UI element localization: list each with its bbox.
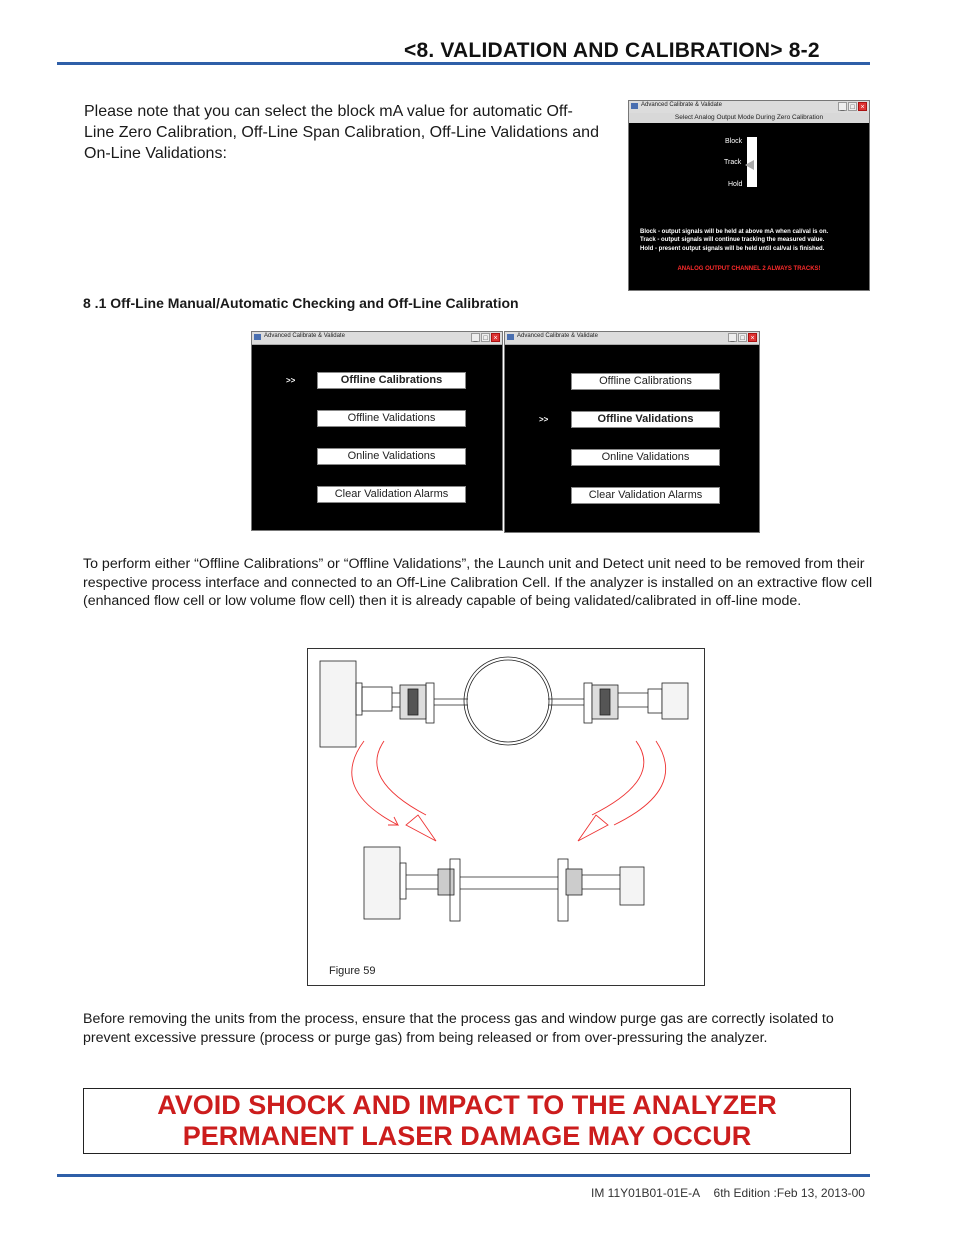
app-icon [254, 334, 261, 340]
footer-rule [57, 1174, 870, 1177]
isolation-paragraph: Before removing the units from the process, ensure that the process gas and window purge gas are correctly isolated to prevent excessive pressure (process or purge gas) from being released or from over-pressuring the analyzer. [83, 1011, 834, 1046]
warning-line-2: PERMANENT LASER DAMAGE MAY OCCUR [182, 1121, 752, 1151]
selection-marker: >> [539, 415, 549, 424]
note-block: Block - output signals will be held at above mA when cal/val is on. [640, 229, 829, 235]
warning-line-1: AVOID SHOCK AND IMPACT TO THE ANALYZER [157, 1090, 777, 1120]
app-icon [631, 103, 638, 109]
online-validations-button[interactable]: Online Validations [317, 448, 466, 465]
footer-text [591, 1186, 865, 1200]
maximize-icon[interactable]: □ [738, 333, 747, 342]
offline-validations-button[interactable]: Offline Validations [317, 410, 466, 427]
minimize-icon[interactable]: _ [728, 333, 737, 342]
clear-validation-alarms-button[interactable]: Clear Validation Alarms [317, 486, 466, 503]
window-title: Advanced Calibrate & Validate [517, 333, 598, 339]
header-rule [57, 62, 870, 65]
option-track-label: Track [724, 159, 742, 166]
window-titlebar [505, 332, 759, 345]
window-titlebar [252, 332, 502, 345]
figure-drawing [308, 649, 704, 985]
minimize-icon[interactable]: _ [471, 333, 480, 342]
option-hold-label: Hold [728, 181, 743, 188]
offline-calibrations-button[interactable]: Offline Calibrations [571, 373, 720, 390]
online-validations-button[interactable]: Online Validations [571, 449, 720, 466]
offline-calibrations-button[interactable]: Offline Calibrations [317, 372, 466, 389]
maximize-icon[interactable]: □ [481, 333, 490, 342]
doc-id: IM 11Y01B01-01E-A [591, 1186, 701, 1200]
output-mode-notes [640, 228, 828, 253]
offline-procedure-paragraph: To perform either “Offline Calibrations” or “Offline Validations”, the Launch unit and Detect unit need to be removed from their respective process interface and connected to an Off-Line Calibration Cell. If the analyzer is installed on an extractive flow cell (enhanced flow cell or low volume flow cell) then it is already capable of being validated/calibrated in off-line mode. [83, 556, 873, 610]
figure-caption: Figure 59 [329, 965, 376, 977]
note-hold: Hold - present output signals will be held until cal/val is finished. [640, 245, 825, 252]
page-header-title: <8. VALIDATION AND CALIBRATION> 8-2 [404, 39, 820, 62]
selection-marker: >> [286, 376, 296, 385]
analog-warning: ANALOG OUTPUT CHANNEL 2 ALWAYS TRACKS! [677, 266, 821, 272]
slider-thumb[interactable] [745, 160, 754, 170]
intro-paragraph: Please note that you can select the block mA value for automatic Off-Line Zero Calibration, Off-Line Span Calibration, Off-Line Validations and On-Line Validations: [84, 103, 599, 162]
clear-validation-alarms-button[interactable]: Clear Validation Alarms [571, 487, 720, 504]
output-mode-screenshot [628, 100, 870, 291]
close-icon[interactable]: × [748, 333, 757, 342]
app-icon [507, 334, 514, 340]
figure-59 [307, 648, 705, 986]
maximize-icon[interactable]: □ [848, 102, 857, 111]
close-icon[interactable]: × [858, 102, 867, 111]
offline-validations-button[interactable]: Offline Validations [571, 411, 720, 428]
edition: 6th Edition :Feb 13, 2013-00 [713, 1186, 865, 1200]
window-title: Advanced Calibrate & Validate [641, 102, 722, 108]
section-heading: 8 .1 Off-Line Manual/Automatic Checking and Off-Line Calibration [83, 295, 519, 311]
close-icon[interactable]: × [491, 333, 500, 342]
screen-subtitle: Select Analog Output Mode During Zero Calibration [629, 113, 869, 123]
note-track: Track - output signals will continue tracking the measured value. [640, 237, 825, 244]
option-block-label: Block [725, 138, 743, 145]
warning-text [83, 1090, 851, 1152]
window-title: Advanced Calibrate & Validate [264, 333, 345, 339]
minimize-icon[interactable]: _ [838, 102, 847, 111]
